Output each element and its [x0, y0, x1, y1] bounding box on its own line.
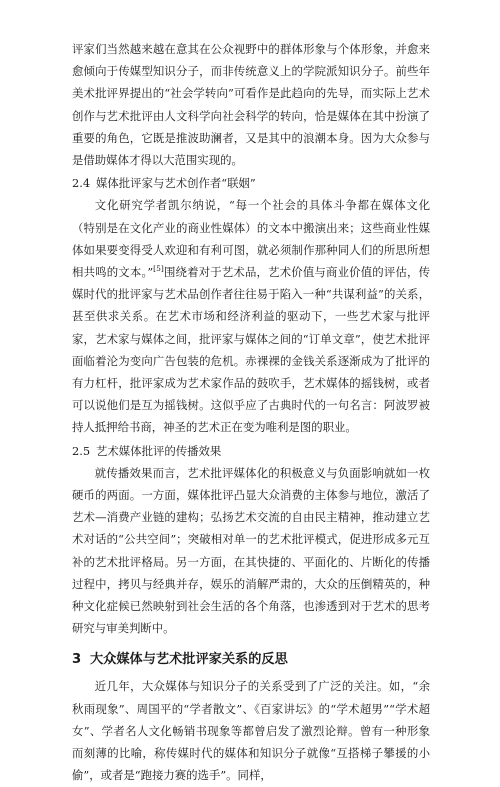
section-heading-3 — [72, 649, 430, 671]
subsection-heading-2-4 — [72, 172, 430, 194]
subsection-title: 媒体批评家与艺术创作者“联姻” — [96, 176, 256, 191]
paragraph-media-intellectuals: 近几年，大众媒体与知识分子的关系受到了广泛的关注。如，“余秋雨现象”、周国平的“学者散文”、《百家讲坛》的“学术超男”“学术超女”、学者名人文化畅销书现象等都曾启发了激烈论辩。曾有一种形象而刻薄的比喻，称传媒时代的媒体和知识分子就像“互搭梯子攀援的小偷”，或者是“跑接力赛的选手”。同样， — [72, 679, 430, 783]
paragraph-text-b: 围绕着对于艺术品，艺术价值与商业价值的评估，传媒时代的批评家与艺术品创作者往往易于陷入一种“共谋利益”的关系，甚至供求关系。在艺术市场和经济利益的驱动下，一些艺术家与批评家，艺术家与媒体之间，批评家与媒体之间的“订单文章”，使艺术批评面临着沦为变向广告包装的危机。赤裸裸的金钱关系逐渐成为了批评的有力杠杆，批评家成为艺术家作品的鼓吹手，艺术媒体的摇钱树，或者可以说他们是互为摇钱树。这似乎应了古典时代的一句名言：阿波罗被持人抵押给书商，神圣的艺术正在变为唯利是图的职业。 — [72, 265, 430, 435]
paragraph-kellner-quote — [72, 194, 430, 438]
section-number: 3 — [72, 652, 82, 668]
subsection-number: 2.4 — [72, 176, 91, 191]
section-title: 大众媒体与艺术批评家关系的反思 — [90, 652, 288, 668]
subsection-number: 2.5 — [72, 443, 91, 458]
citation-reference: [5] — [153, 264, 164, 274]
document-page — [72, 38, 430, 787]
paragraph-text-a: 文化研究学者凯尔纳说，“每一个社会的具体斗争都在媒体文化（特别是在文化产业的商业性媒体）的文本中搬演出来；这些商业性媒体如果要变得受人欢迎和有利可图，就必须制作那种同人们的所思所想相共鸣的文本。” — [72, 198, 430, 280]
subsection-title: 艺术媒体批评的传播效果 — [96, 443, 222, 458]
subsection-heading-2-5 — [72, 440, 430, 462]
paragraph-communication-effect: 就传播效果而言，艺术批评媒体化的积极意义与负面影响就如一枚硬币的两面。一方面，媒体批评凸显大众消费的主体参与地位，激活了艺术—消费产业链的建构；弘扬艺术交流的自由民主精神，推动建立艺术对话的“公共空间”；突破相对单一的艺术批评模式，促进形成多元互补的艺术批评格局。另一方面，在其快捷的、平面化的、片断化的传播过程中，拷贝与经典并存，娱乐的消解严肃的，大众的压倒精英的，种种文化症候已然映射到社会生活的各个角落，也渗透到对于艺术的思考研究与审美判断中。 — [72, 465, 430, 636]
paragraph-intro-continued: 评家们当然越来越在意其在公众视野中的群体形象与个体形象，并愈来愈倾向于传媒型知识分子，而非传统意义上的学院派知识分子。前些年美术批评界提出的“社会学转向”可看作是此趋向的先导，而实际上艺术创作与艺术批评由人文科学向社会科学的转向，恰是媒体在其中扮演了重要的角色，它既是推波助澜者，又是其中的浪潮本身。因为大众参与是借助媒体才得以大范围实现的。 — [72, 42, 430, 168]
